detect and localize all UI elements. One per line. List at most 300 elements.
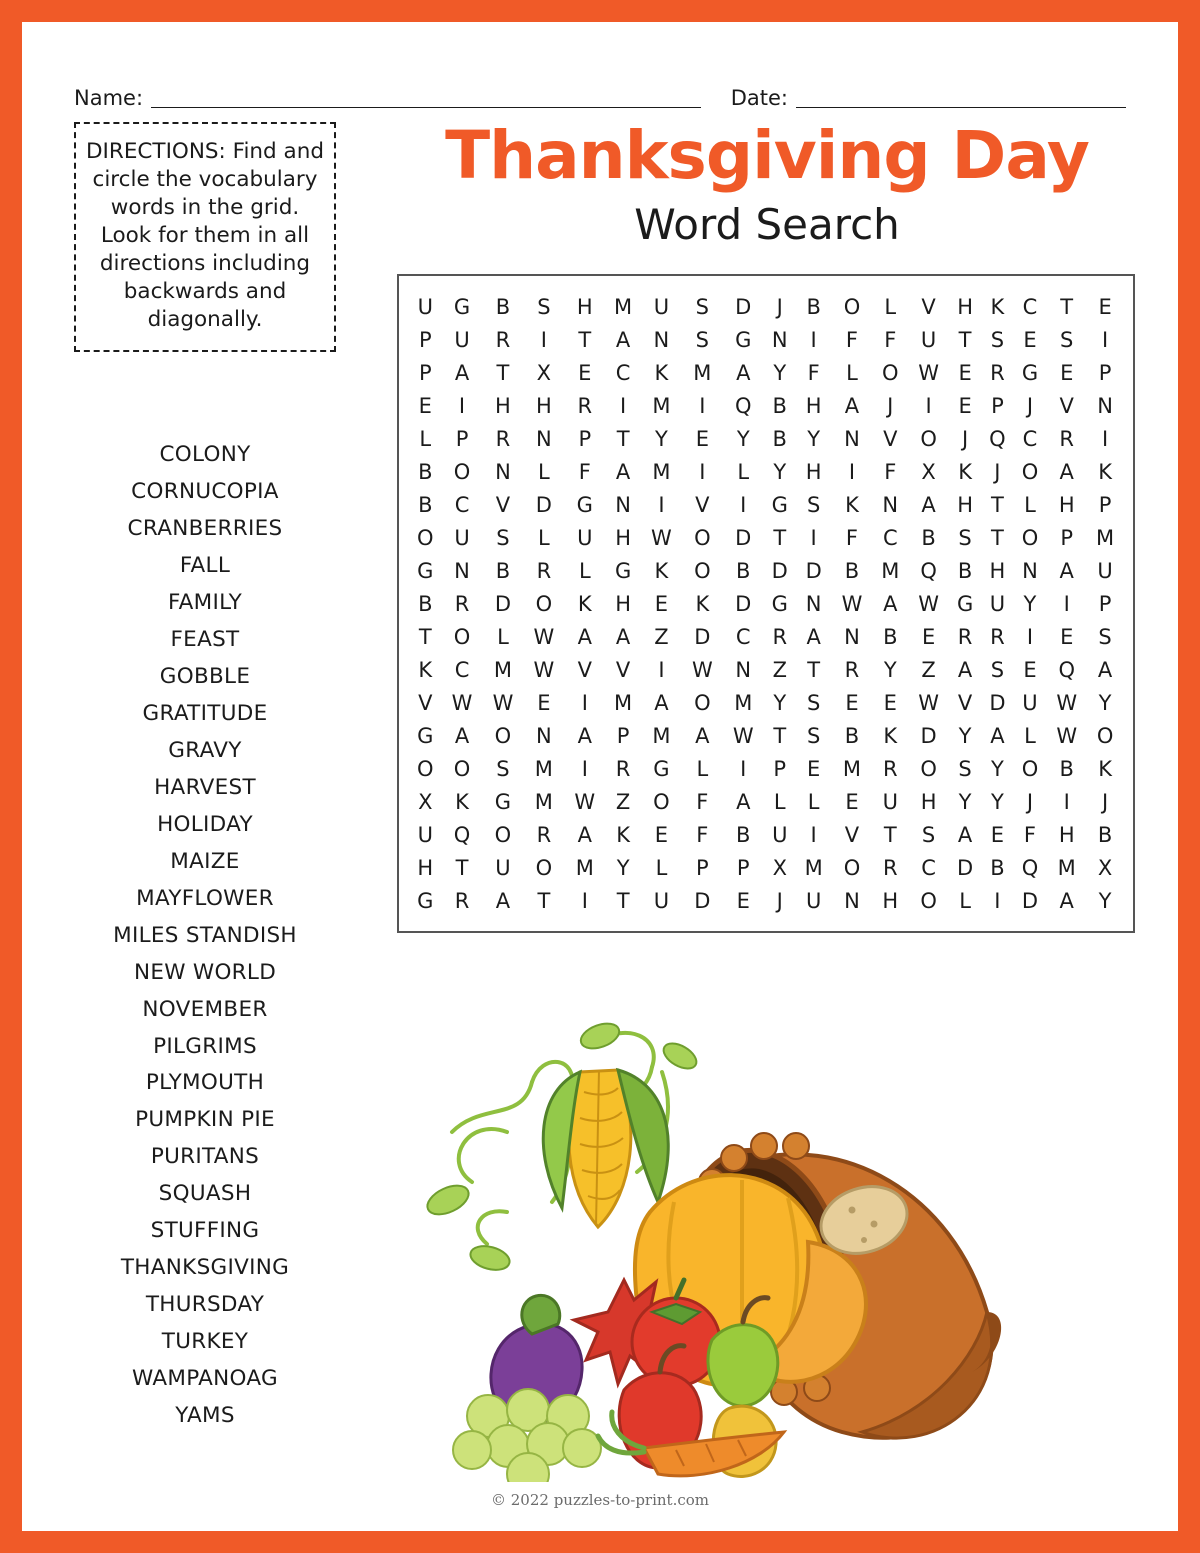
grid-cell[interactable]: N	[536, 723, 552, 748]
grid-cell[interactable]: T	[418, 624, 432, 649]
grid-cell[interactable]: N	[1097, 393, 1113, 418]
word-list-item[interactable]: NEW WORLD	[133, 959, 277, 985]
grid-cell[interactable]: F	[1023, 822, 1037, 847]
grid-cell[interactable]: W	[651, 525, 672, 550]
grid-cell[interactable]: E	[807, 756, 821, 781]
grid-cell[interactable]: M	[614, 690, 633, 715]
grid-cell[interactable]: E	[418, 393, 432, 418]
word-list-item[interactable]: HARVEST	[154, 774, 256, 800]
grid-cell[interactable]: M	[652, 393, 671, 418]
grid-cell[interactable]: I	[994, 888, 1001, 913]
grid-cell[interactable]: R	[536, 822, 552, 847]
grid-cell[interactable]: E	[1098, 294, 1112, 319]
grid-cell[interactable]: V	[695, 492, 710, 517]
grid-cell[interactable]: I	[581, 690, 588, 715]
grid-cell[interactable]: B	[957, 558, 973, 583]
grid-cell[interactable]: E	[1060, 624, 1074, 649]
grid-cell[interactable]: B	[495, 294, 511, 319]
grid-cell[interactable]: U	[454, 525, 470, 550]
grid-cell[interactable]: S	[695, 327, 709, 352]
grid-cell[interactable]: O	[920, 426, 937, 451]
grid-cell[interactable]: O	[494, 723, 512, 748]
grid-cell[interactable]: P	[1098, 492, 1112, 517]
grid-cell[interactable]: W	[732, 723, 754, 748]
grid-cell[interactable]: M	[881, 558, 900, 583]
grid-cell[interactable]: O	[417, 756, 434, 781]
grid-cell[interactable]: P	[455, 426, 469, 451]
grid-cell[interactable]: I	[1063, 789, 1070, 814]
grid-cell[interactable]: J	[1101, 789, 1109, 814]
grid-cell[interactable]: Q	[920, 558, 937, 583]
grid-cell[interactable]: R	[990, 624, 1005, 649]
grid-cell[interactable]: B	[418, 459, 433, 484]
grid-cell[interactable]: Y	[655, 426, 668, 451]
grid-cell[interactable]: B	[418, 492, 433, 517]
grid-cell[interactable]: R	[957, 624, 973, 649]
grid-cell[interactable]: C	[454, 657, 470, 682]
grid-cell[interactable]: L	[655, 855, 668, 880]
grid-cell[interactable]: B	[772, 393, 787, 418]
grid-cell[interactable]: K	[883, 723, 898, 748]
grid-cell[interactable]: S	[806, 723, 821, 748]
grid-cell[interactable]: A	[577, 723, 592, 748]
grid-cell[interactable]: E	[654, 822, 669, 847]
grid-cell[interactable]: E	[990, 822, 1005, 847]
grid-cell[interactable]: Y	[773, 459, 787, 484]
grid-cell[interactable]: B	[1097, 822, 1113, 847]
grid-cell[interactable]: V	[1059, 393, 1074, 418]
grid-cell[interactable]: D	[535, 492, 552, 517]
grid-cell[interactable]: S	[921, 822, 936, 847]
grid-cell[interactable]: O	[694, 690, 711, 715]
grid-cell[interactable]: N	[615, 492, 631, 517]
grid-cell[interactable]: L	[737, 459, 750, 484]
word-list-item[interactable]: CORNUCOPIA	[131, 478, 279, 504]
grid-cell[interactable]: N	[536, 426, 552, 451]
word-list-item[interactable]: CRANBERRIES	[127, 515, 283, 541]
word-list-item[interactable]: THANKSGIVING	[120, 1255, 290, 1281]
grid-cell[interactable]: U	[417, 294, 433, 319]
grid-cell[interactable]: N	[735, 657, 752, 682]
grid-cell[interactable]: E	[1060, 360, 1074, 385]
grid-cell[interactable]: O	[494, 822, 512, 847]
grid-cell[interactable]: B	[1059, 756, 1074, 781]
grid-cell[interactable]: H	[615, 525, 631, 550]
grid-cell[interactable]: E	[921, 624, 936, 649]
grid-cell[interactable]: F	[696, 789, 709, 814]
grid-cell[interactable]: B	[772, 426, 787, 451]
grid-cell[interactable]: U	[577, 525, 593, 550]
grid-cell[interactable]: K	[958, 459, 972, 484]
word-search-grid[interactable]	[397, 274, 1135, 933]
grid-cell[interactable]: Y	[616, 855, 630, 880]
grid-cell[interactable]: R	[844, 657, 860, 682]
grid-cell[interactable]: A	[1097, 657, 1113, 682]
grid-cell[interactable]: M	[1096, 525, 1115, 550]
date-input-line[interactable]	[796, 107, 1126, 108]
grid-cell[interactable]: F	[884, 459, 897, 484]
grid-cell[interactable]: A	[454, 723, 470, 748]
grid-cell[interactable]: T	[496, 360, 510, 385]
grid-cell[interactable]: A	[1059, 888, 1074, 913]
grid-cell[interactable]: B	[736, 822, 751, 847]
grid-cell[interactable]: W	[918, 690, 939, 715]
grid-cell[interactable]: Y	[883, 657, 897, 682]
grid-cell[interactable]: Q	[734, 393, 752, 418]
grid-cell[interactable]: A	[957, 657, 973, 682]
grid-cell[interactable]: E	[578, 360, 592, 385]
word-list-item[interactable]: STUFFING	[150, 1218, 260, 1244]
grid-cell[interactable]: P	[991, 393, 1004, 418]
grid-cell[interactable]: S	[1098, 624, 1112, 649]
grid-cell[interactable]: J	[994, 459, 1001, 484]
grid-cell[interactable]: U	[882, 789, 898, 814]
grid-cell[interactable]: V	[921, 294, 936, 319]
grid-cell[interactable]: K	[1098, 459, 1112, 484]
word-list-item[interactable]: WAMPANOAG	[132, 1366, 278, 1392]
grid-cell[interactable]: R	[577, 393, 593, 418]
grid-cell[interactable]: Y	[773, 690, 787, 715]
grid-cell[interactable]: S	[990, 657, 1005, 682]
grid-cell[interactable]: H	[882, 888, 899, 913]
grid-cell[interactable]: A	[454, 360, 470, 385]
grid-cell[interactable]: H	[576, 294, 593, 319]
grid-cell[interactable]: C	[1022, 426, 1038, 451]
grid-cell[interactable]: T	[537, 888, 551, 913]
grid-cell[interactable]: O	[882, 360, 899, 385]
grid-cell[interactable]: X	[921, 459, 936, 484]
grid-cell[interactable]: G	[956, 591, 974, 616]
grid-cell[interactable]: P	[736, 855, 750, 880]
grid-cell[interactable]: O	[1021, 756, 1039, 781]
grid-cell[interactable]: W	[1056, 690, 1078, 715]
grid-cell[interactable]: C	[735, 624, 751, 649]
grid-cell[interactable]: U	[989, 591, 1006, 616]
grid-cell[interactable]: F	[807, 360, 820, 385]
grid-cell[interactable]: W	[691, 657, 713, 682]
grid-cell[interactable]: U	[920, 327, 937, 352]
grid-cell[interactable]: A	[654, 690, 669, 715]
grid-cell[interactable]: H	[1058, 822, 1075, 847]
grid-cell[interactable]: W	[492, 690, 514, 715]
grid-cell[interactable]: O	[453, 459, 471, 484]
grid-cell[interactable]: M	[493, 657, 512, 682]
grid-cell[interactable]: S	[496, 756, 510, 781]
grid-cell[interactable]: V	[615, 657, 631, 682]
grid-cell[interactable]: H	[615, 591, 631, 616]
grid-cell[interactable]: Y	[958, 789, 972, 814]
grid-cell[interactable]: A	[1059, 459, 1074, 484]
grid-cell[interactable]: Q	[453, 822, 471, 847]
grid-cell[interactable]: K	[990, 294, 1005, 319]
grid-cell[interactable]: U	[495, 855, 511, 880]
grid-cell[interactable]: T	[990, 492, 1004, 517]
grid-cell[interactable]: S	[695, 294, 709, 319]
grid-cell[interactable]: S	[958, 525, 972, 550]
grid-cell[interactable]: N	[653, 327, 670, 352]
grid-cell[interactable]: L	[773, 789, 786, 814]
grid-cell[interactable]: L	[538, 459, 550, 484]
grid-cell[interactable]: Z	[772, 657, 787, 682]
grid-cell[interactable]: C	[1022, 294, 1038, 319]
grid-cell[interactable]: B	[844, 723, 860, 748]
grid-cell[interactable]: L	[1024, 492, 1036, 517]
word-list-item[interactable]: THURSDAY	[145, 1292, 265, 1318]
grid-cell[interactable]: I	[1026, 624, 1034, 649]
word-list-item[interactable]: PURITANS	[150, 1144, 260, 1170]
grid-cell[interactable]: P	[696, 855, 709, 880]
grid-cell[interactable]: C	[921, 855, 936, 880]
grid-cell[interactable]: E	[958, 393, 972, 418]
grid-cell[interactable]: O	[653, 789, 670, 814]
grid-cell[interactable]: T	[807, 657, 821, 682]
grid-cell[interactable]: E	[958, 360, 972, 385]
grid-cell[interactable]: T	[616, 426, 630, 451]
grid-cell[interactable]: G	[614, 558, 632, 583]
grid-cell[interactable]: A	[844, 393, 860, 418]
grid-cell[interactable]: O	[694, 558, 711, 583]
word-list-item[interactable]: GRAVY	[168, 737, 242, 763]
word-list-item[interactable]: NOVEMBER	[142, 996, 268, 1022]
grid-cell[interactable]: E	[736, 888, 750, 913]
grid-cell[interactable]: T	[578, 327, 592, 352]
grid-cell[interactable]: W	[1056, 723, 1078, 748]
grid-cell[interactable]: U	[772, 822, 788, 847]
word-list-item[interactable]: MAIZE	[170, 848, 240, 874]
grid-cell[interactable]: O	[535, 855, 553, 880]
grid-cell[interactable]: Y	[990, 756, 1004, 781]
grid-cell[interactable]: Y	[807, 426, 821, 451]
grid-cell[interactable]: Y	[1098, 690, 1112, 715]
grid-cell[interactable]: W	[918, 360, 939, 385]
grid-cell[interactable]: Q	[989, 426, 1006, 451]
grid-cell[interactable]: D	[694, 888, 711, 913]
grid-cell[interactable]: E	[695, 426, 709, 451]
grid-cell[interactable]: B	[883, 624, 898, 649]
grid-cell[interactable]: I	[1101, 327, 1109, 352]
grid-cell[interactable]: O	[417, 525, 434, 550]
grid-cell[interactable]: W	[533, 624, 555, 649]
grid-cell[interactable]: F	[845, 327, 858, 352]
grid-cell[interactable]: D	[735, 591, 752, 616]
word-list-item[interactable]: HOLIDAY	[157, 811, 253, 837]
grid-cell[interactable]: O	[453, 756, 471, 781]
word-list-item[interactable]: PLYMOUTH	[145, 1070, 265, 1096]
grid-cell[interactable]: F	[578, 459, 591, 484]
grid-cell[interactable]: W	[918, 591, 939, 616]
grid-cell[interactable]: S	[806, 492, 821, 517]
grid-cell[interactable]: L	[497, 624, 509, 649]
grid-cell[interactable]: O	[1021, 525, 1039, 550]
grid-cell[interactable]: T	[990, 525, 1004, 550]
grid-cell[interactable]: D	[735, 525, 752, 550]
grid-cell[interactable]: I	[810, 525, 817, 550]
grid-cell[interactable]: W	[574, 789, 596, 814]
grid-cell[interactable]: G	[453, 294, 471, 319]
grid-cell[interactable]: L	[1024, 723, 1036, 748]
grid-cell[interactable]: H	[957, 492, 973, 517]
grid-cell[interactable]: Z	[654, 624, 669, 649]
grid-cell[interactable]: O	[453, 624, 471, 649]
grid-cell[interactable]: I	[658, 492, 665, 517]
grid-cell[interactable]: G	[576, 492, 593, 517]
grid-cell[interactable]: U	[1097, 558, 1113, 583]
grid-cell[interactable]: N	[844, 888, 860, 913]
grid-cell[interactable]: U	[417, 822, 433, 847]
grid-cell[interactable]: A	[806, 624, 821, 649]
grid-cell[interactable]: Y	[1098, 888, 1112, 913]
grid-cell[interactable]: V	[495, 492, 511, 517]
grid-cell[interactable]: G	[494, 789, 512, 814]
grid-cell[interactable]: L	[696, 756, 709, 781]
grid-cell[interactable]: O	[843, 294, 861, 319]
grid-cell[interactable]: I	[581, 888, 588, 913]
grid-cell[interactable]: H	[417, 855, 434, 880]
grid-cell[interactable]: W	[451, 690, 473, 715]
grid-cell[interactable]: X	[1097, 855, 1113, 880]
grid-cell[interactable]: H	[957, 294, 973, 319]
grid-cell[interactable]: B	[418, 591, 433, 616]
grid-cell[interactable]: D	[494, 591, 512, 616]
grid-cell[interactable]: L	[846, 360, 858, 385]
grid-cell[interactable]: U	[1022, 690, 1038, 715]
word-list-item[interactable]: COLONY	[159, 442, 251, 467]
grid-cell[interactable]: M	[534, 756, 553, 781]
grid-cell[interactable]: L	[959, 888, 971, 913]
grid-cell[interactable]: O	[920, 756, 937, 781]
grid-cell[interactable]: S	[496, 525, 510, 550]
grid-cell[interactable]: D	[771, 558, 788, 583]
grid-cell[interactable]: Q	[1058, 657, 1075, 682]
grid-cell[interactable]: A	[957, 822, 973, 847]
grid-cell[interactable]: W	[841, 591, 863, 616]
grid-cell[interactable]: A	[695, 723, 710, 748]
grid-cell[interactable]: N	[495, 459, 511, 484]
grid-cell[interactable]: S	[1060, 327, 1074, 352]
grid-cell[interactable]: R	[1059, 426, 1074, 451]
grid-cell[interactable]: E	[1023, 327, 1037, 352]
word-list-item[interactable]: FEAST	[170, 626, 240, 652]
grid-cell[interactable]: G	[1021, 360, 1039, 385]
grid-cell[interactable]: D	[694, 624, 711, 649]
grid-cell[interactable]: V	[883, 426, 898, 451]
grid-cell[interactable]: R	[882, 855, 898, 880]
grid-cell[interactable]: I	[699, 393, 706, 418]
grid-cell[interactable]: I	[699, 459, 706, 484]
grid-cell[interactable]: M	[534, 789, 553, 814]
grid-cell[interactable]: F	[884, 327, 897, 352]
word-list-item[interactable]: FAMILY	[167, 589, 243, 615]
grid-cell[interactable]: R	[772, 624, 788, 649]
grid-cell[interactable]: L	[538, 525, 550, 550]
grid-cell[interactable]: H	[495, 393, 511, 418]
grid-cell[interactable]: T	[616, 888, 630, 913]
grid-cell[interactable]: K	[577, 591, 592, 616]
word-list-item[interactable]: MAYFLOWER	[136, 885, 274, 911]
grid-cell[interactable]: U	[653, 294, 670, 319]
grid-cell[interactable]: R	[536, 558, 552, 583]
grid-cell[interactable]: N	[844, 426, 860, 451]
grid-cell[interactable]: Y	[1023, 591, 1037, 616]
grid-cell[interactable]: Z	[615, 789, 631, 814]
grid-cell[interactable]: S	[990, 327, 1005, 352]
grid-cell[interactable]: G	[417, 558, 434, 583]
grid-cell[interactable]: D	[957, 855, 974, 880]
grid-cell[interactable]: D	[735, 294, 752, 319]
grid-cell[interactable]: K	[845, 492, 859, 517]
word-list-item[interactable]: YAMS	[175, 1403, 235, 1429]
grid-cell[interactable]: N	[771, 327, 788, 352]
grid-cell[interactable]: K	[1098, 756, 1112, 781]
grid-cell[interactable]: R	[454, 591, 470, 616]
grid-cell[interactable]: N	[454, 558, 470, 583]
grid-cell[interactable]: T	[773, 723, 787, 748]
grid-cell[interactable]: I	[540, 327, 547, 352]
grid-cell[interactable]: B	[736, 558, 751, 583]
grid-cell[interactable]: N	[805, 591, 822, 616]
grid-cell[interactable]: K	[455, 789, 469, 814]
grid-cell[interactable]: K	[654, 360, 669, 385]
grid-cell[interactable]: T	[455, 855, 469, 880]
grid-cell[interactable]: R	[882, 756, 898, 781]
grid-cell[interactable]: G	[653, 756, 670, 781]
grid-cell[interactable]: L	[807, 789, 820, 814]
grid-cell[interactable]: R	[495, 327, 511, 352]
grid-cell[interactable]: A	[990, 723, 1005, 748]
grid-cell[interactable]: R	[990, 360, 1005, 385]
grid-cell[interactable]: T	[773, 525, 787, 550]
grid-cell[interactable]: H	[535, 393, 552, 418]
grid-cell[interactable]: A	[736, 360, 751, 385]
grid-cell[interactable]: P	[1060, 525, 1074, 550]
grid-cell[interactable]: E	[537, 690, 551, 715]
grid-cell[interactable]: C	[882, 525, 898, 550]
grid-cell[interactable]: I	[740, 756, 747, 781]
grid-cell[interactable]: O	[694, 525, 711, 550]
grid-cell[interactable]: B	[495, 558, 511, 583]
grid-cell[interactable]: O	[920, 888, 937, 913]
grid-cell[interactable]: T	[958, 327, 972, 352]
grid-cell[interactable]: M	[652, 723, 671, 748]
grid-cell[interactable]: J	[1026, 393, 1034, 418]
grid-cell[interactable]: M	[652, 459, 671, 484]
word-list-item[interactable]: PUMPKIN PIE	[135, 1107, 275, 1133]
grid-cell[interactable]: G	[771, 591, 788, 616]
word-list-item[interactable]: FALL	[179, 552, 231, 578]
grid-cell[interactable]: A	[577, 822, 592, 847]
grid-cell[interactable]: X	[772, 855, 787, 880]
grid-cell[interactable]: X	[536, 360, 552, 385]
grid-cell[interactable]: P	[418, 360, 432, 385]
grid-cell[interactable]: I	[925, 393, 932, 418]
grid-cell[interactable]: P	[578, 426, 592, 451]
word-list-item[interactable]: MILES STANDISH	[113, 922, 297, 948]
grid-cell[interactable]: M	[734, 690, 753, 715]
grid-cell[interactable]: I	[1101, 426, 1109, 451]
grid-cell[interactable]: D	[805, 558, 822, 583]
grid-cell[interactable]: B	[806, 294, 821, 319]
grid-cell[interactable]: G	[417, 723, 434, 748]
grid-cell[interactable]: D	[989, 690, 1006, 715]
grid-cell[interactable]: E	[883, 690, 897, 715]
grid-cell[interactable]: L	[419, 426, 432, 451]
grid-cell[interactable]: A	[495, 888, 511, 913]
grid-cell[interactable]: Y	[990, 789, 1004, 814]
grid-cell[interactable]: T	[883, 822, 897, 847]
grid-cell[interactable]: K	[418, 657, 433, 682]
grid-cell[interactable]: I	[810, 327, 817, 352]
grid-cell[interactable]: S	[958, 756, 972, 781]
